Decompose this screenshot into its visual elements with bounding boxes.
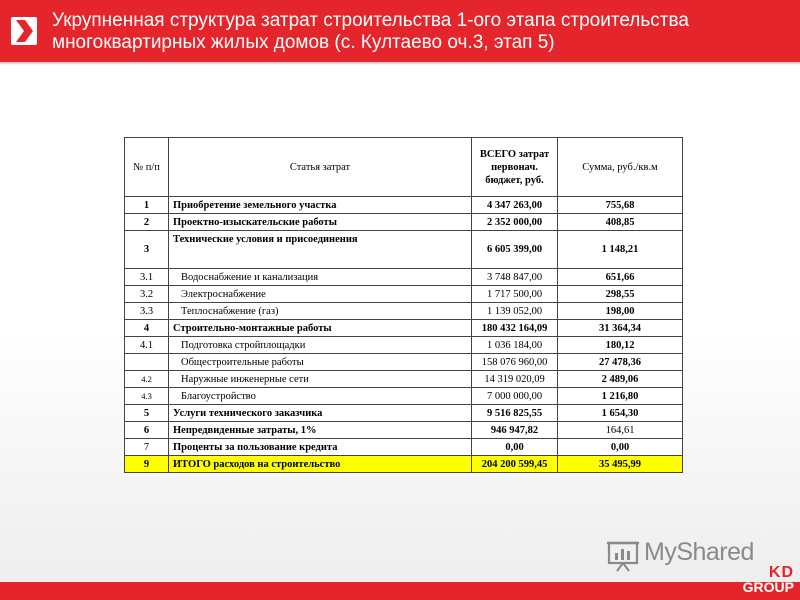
- row-per-sqm: 651,66: [558, 269, 683, 286]
- table-row: [125, 439, 683, 456]
- table-row: [125, 269, 683, 286]
- row-item: Услуги технического заказчика: [169, 405, 472, 422]
- slide-title-line1: Укрупненная структура затрат строительства 1-ого этапа строительства: [52, 10, 689, 31]
- row-num: 3: [125, 231, 169, 269]
- row-item: Подготовка стройплощадки: [169, 337, 472, 354]
- row-num: 5: [125, 405, 169, 422]
- row-item: ИТОГО расходов на строительство: [169, 456, 472, 473]
- row-total: 0,00: [472, 439, 558, 456]
- header-item: Статья затрат: [169, 138, 472, 197]
- kd-logo-line2: GROUP: [742, 579, 794, 595]
- table-row: [125, 354, 683, 371]
- row-num: 7: [125, 439, 169, 456]
- watermark-text: MyShared: [644, 538, 754, 566]
- row-per-sqm: 164,61: [558, 422, 683, 439]
- footer-bar: [0, 579, 800, 600]
- header-per-sqm: Сумма, руб./кв.м: [558, 138, 683, 197]
- row-num: 3.2: [125, 286, 169, 303]
- row-per-sqm: 755,68: [558, 197, 683, 214]
- row-per-sqm: 198,00: [558, 303, 683, 320]
- row-item: Технические условия и присоединения: [169, 231, 472, 269]
- table-row: [125, 303, 683, 320]
- row-item: Проектно-изыскательские работы: [169, 214, 472, 231]
- row-num: 4.2: [125, 371, 169, 388]
- header-divider: [0, 62, 800, 65]
- slide-title: [52, 10, 792, 54]
- kd-group-logo: [730, 566, 794, 600]
- row-total: 9 516 825,55: [472, 405, 558, 422]
- table-header-row: [125, 138, 683, 197]
- header-total: ВСЕГО затрат первонач. бюджет, руб.: [472, 138, 558, 197]
- row-per-sqm: 35 495,99: [558, 456, 683, 473]
- table-row: [125, 405, 683, 422]
- row-item: Водоснабжение и канализация: [169, 269, 472, 286]
- table-row: [125, 197, 683, 214]
- row-num: 1: [125, 197, 169, 214]
- header-num: № п/п: [125, 138, 169, 197]
- table-row: [125, 337, 683, 354]
- row-per-sqm: 408,85: [558, 214, 683, 231]
- row-total: 14 319 020,09: [472, 371, 558, 388]
- row-item: Общестроительные работы: [169, 354, 472, 371]
- cost-structure-table: [124, 137, 683, 473]
- row-num: 4: [125, 320, 169, 337]
- row-num: 9: [125, 456, 169, 473]
- row-per-sqm: 1 654,30: [558, 405, 683, 422]
- row-item: Проценты за пользование кредита: [169, 439, 472, 456]
- row-total: 180 432 164,09: [472, 320, 558, 337]
- row-total: 1 036 184,00: [472, 337, 558, 354]
- row-per-sqm: 0,00: [558, 439, 683, 456]
- row-per-sqm: 180,12: [558, 337, 683, 354]
- slide-title-line2: многоквартирных жилых домов (с. Култаево оч.3, этап 5): [52, 32, 555, 53]
- row-item: Строительно-монтажные работы: [169, 320, 472, 337]
- table-row: [125, 371, 683, 388]
- row-num: 6: [125, 422, 169, 439]
- row-total: 2 352 000,00: [472, 214, 558, 231]
- row-num: 3.3: [125, 303, 169, 320]
- row-total: 3 748 847,00: [472, 269, 558, 286]
- row-item: Непредвиденные затраты, 1%: [169, 422, 472, 439]
- row-num: 4.1: [125, 337, 169, 354]
- row-per-sqm: 2 489,06: [558, 371, 683, 388]
- row-per-sqm: 27 478,36: [558, 354, 683, 371]
- row-item: Благоустройство: [169, 388, 472, 405]
- header-bar: [0, 0, 800, 62]
- row-per-sqm: 31 364,34: [558, 320, 683, 337]
- row-item: Приобретение земельного участка: [169, 197, 472, 214]
- row-total: 1 717 500,00: [472, 286, 558, 303]
- row-total: 204 200 599,45: [472, 456, 558, 473]
- row-num: 4.3: [125, 388, 169, 405]
- row-item: Теплоснабжение (газ): [169, 303, 472, 320]
- table-row: [125, 286, 683, 303]
- row-per-sqm: 1 148,21: [558, 231, 683, 269]
- row-num: [125, 354, 169, 371]
- table-row: [125, 214, 683, 231]
- table-row: [125, 422, 683, 439]
- row-total: 158 076 960,00: [472, 354, 558, 371]
- row-total: 4 347 263,00: [472, 197, 558, 214]
- table-row-total: [125, 456, 683, 473]
- row-per-sqm: 1 216,80: [558, 388, 683, 405]
- row-total: 6 605 399,00: [472, 231, 558, 269]
- row-item: Наружные инженерные сети: [169, 371, 472, 388]
- kd-logo-line1: KD: [768, 564, 794, 581]
- row-total: 1 139 052,00: [472, 303, 558, 320]
- row-item: Электроснабжение: [169, 286, 472, 303]
- row-num: 3.1: [125, 269, 169, 286]
- table-row: [125, 388, 683, 405]
- row-num: 2: [125, 214, 169, 231]
- table-row: [125, 320, 683, 337]
- row-total: 7 000 000,00: [472, 388, 558, 405]
- presentation-chart-icon: [606, 538, 640, 577]
- table-row: [125, 231, 683, 269]
- row-total: 946 947,82: [472, 422, 558, 439]
- chevron-right-icon: [11, 17, 37, 45]
- row-per-sqm: 298,55: [558, 286, 683, 303]
